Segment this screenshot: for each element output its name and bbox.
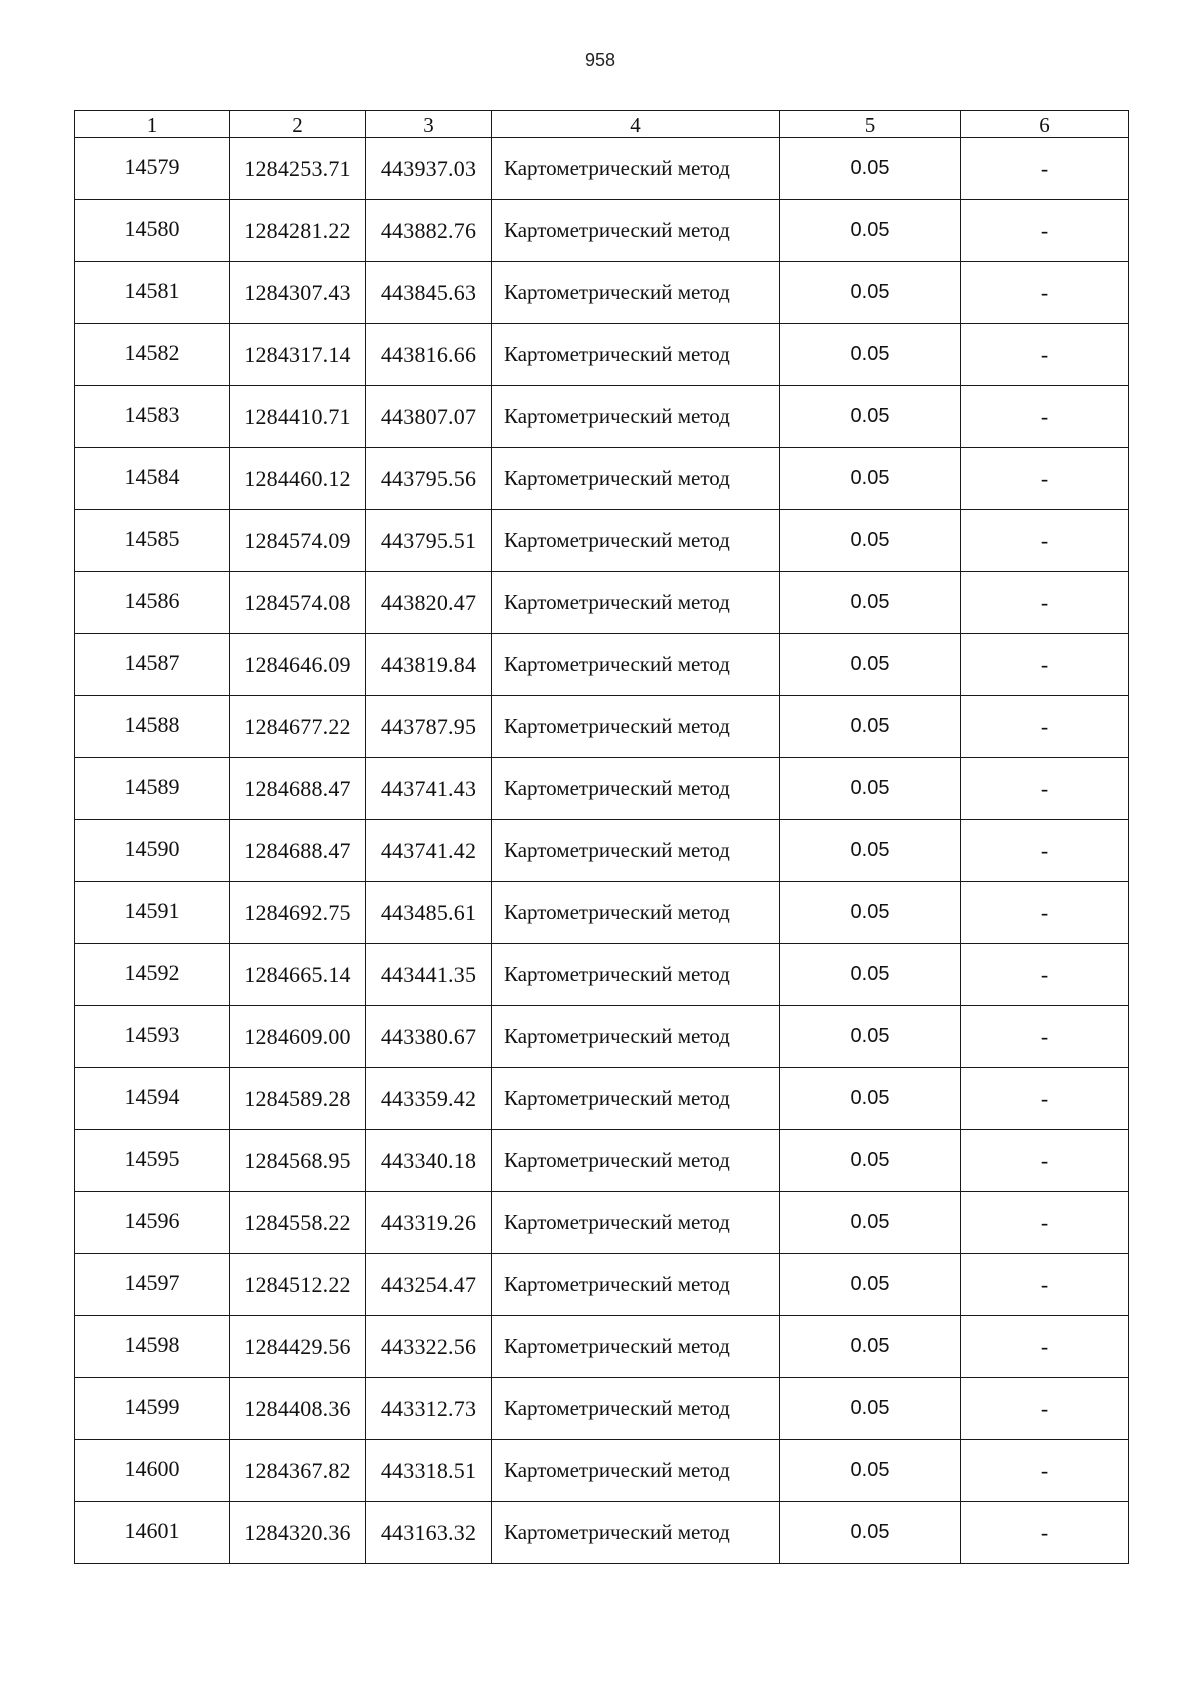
method: Картометрический метод — [492, 1378, 780, 1440]
column-header: 3 — [366, 111, 492, 138]
y-coordinate: 443807.07 — [366, 386, 492, 448]
y-coordinate: 443816.66 — [366, 324, 492, 386]
y-coordinate: 443795.51 — [366, 510, 492, 572]
method: Картометрический метод — [492, 386, 780, 448]
method: Картометрический метод — [492, 572, 780, 634]
header-row — [75, 111, 1129, 138]
column-header: 6 — [961, 111, 1129, 138]
y-coordinate: 443254.47 — [366, 1254, 492, 1316]
accuracy: 0.05 — [780, 262, 961, 324]
x-coordinate: 1284410.71 — [230, 386, 366, 448]
x-coordinate: 1284609.00 — [230, 1006, 366, 1068]
table-body — [75, 138, 1129, 1564]
accuracy: 0.05 — [780, 510, 961, 572]
note: - — [961, 1192, 1129, 1254]
table-row — [75, 1068, 1129, 1130]
x-coordinate: 1284320.36 — [230, 1502, 366, 1564]
note: - — [961, 448, 1129, 510]
point-number: 14599 — [75, 1378, 230, 1440]
point-number: 14592 — [75, 944, 230, 1006]
point-number: 14589 — [75, 758, 230, 820]
x-coordinate: 1284688.47 — [230, 820, 366, 882]
x-coordinate: 1284558.22 — [230, 1192, 366, 1254]
method: Картометрический метод — [492, 944, 780, 1006]
x-coordinate: 1284568.95 — [230, 1130, 366, 1192]
method: Картометрический метод — [492, 324, 780, 386]
table-row — [75, 634, 1129, 696]
table-row — [75, 138, 1129, 200]
point-number: 14580 — [75, 200, 230, 262]
note: - — [961, 758, 1129, 820]
accuracy: 0.05 — [780, 1192, 961, 1254]
x-coordinate: 1284317.14 — [230, 324, 366, 386]
x-coordinate: 1284408.36 — [230, 1378, 366, 1440]
point-number: 14601 — [75, 1502, 230, 1564]
accuracy: 0.05 — [780, 696, 961, 758]
y-coordinate: 443322.56 — [366, 1316, 492, 1378]
table-row — [75, 572, 1129, 634]
x-coordinate: 1284589.28 — [230, 1068, 366, 1130]
table-row — [75, 200, 1129, 262]
method: Картометрический метод — [492, 1254, 780, 1316]
column-header: 5 — [780, 111, 961, 138]
note: - — [961, 882, 1129, 944]
point-number: 14591 — [75, 882, 230, 944]
y-coordinate: 443319.26 — [366, 1192, 492, 1254]
x-coordinate: 1284512.22 — [230, 1254, 366, 1316]
accuracy: 0.05 — [780, 1006, 961, 1068]
y-coordinate: 443819.84 — [366, 634, 492, 696]
point-number: 14583 — [75, 386, 230, 448]
point-number: 14595 — [75, 1130, 230, 1192]
x-coordinate: 1284692.75 — [230, 882, 366, 944]
method: Картометрический метод — [492, 820, 780, 882]
x-coordinate: 1284677.22 — [230, 696, 366, 758]
table-row — [75, 1502, 1129, 1564]
y-coordinate: 443485.61 — [366, 882, 492, 944]
accuracy: 0.05 — [780, 1130, 961, 1192]
x-coordinate: 1284646.09 — [230, 634, 366, 696]
table-row — [75, 882, 1129, 944]
note: - — [961, 634, 1129, 696]
method: Картометрический метод — [492, 1192, 780, 1254]
point-number: 14585 — [75, 510, 230, 572]
y-coordinate: 443795.56 — [366, 448, 492, 510]
note: - — [961, 1130, 1129, 1192]
table-row — [75, 944, 1129, 1006]
note: - — [961, 200, 1129, 262]
accuracy: 0.05 — [780, 1502, 961, 1564]
point-number: 14582 — [75, 324, 230, 386]
method: Картометрический метод — [492, 138, 780, 200]
point-number: 14581 — [75, 262, 230, 324]
point-number: 14596 — [75, 1192, 230, 1254]
accuracy: 0.05 — [780, 1254, 961, 1316]
method: Картометрический метод — [492, 1130, 780, 1192]
coordinates-table — [74, 110, 1129, 1564]
table-row — [75, 1440, 1129, 1502]
table-row — [75, 1130, 1129, 1192]
method: Картометрический метод — [492, 448, 780, 510]
y-coordinate: 443937.03 — [366, 138, 492, 200]
note: - — [961, 510, 1129, 572]
y-coordinate: 443741.43 — [366, 758, 492, 820]
method: Картометрический метод — [492, 634, 780, 696]
method: Картометрический метод — [492, 262, 780, 324]
y-coordinate: 443163.32 — [366, 1502, 492, 1564]
x-coordinate: 1284460.12 — [230, 448, 366, 510]
note: - — [961, 944, 1129, 1006]
note: - — [961, 1316, 1129, 1378]
accuracy: 0.05 — [780, 1378, 961, 1440]
note: - — [961, 820, 1129, 882]
point-number: 14594 — [75, 1068, 230, 1130]
method: Картометрический метод — [492, 510, 780, 572]
x-coordinate: 1284665.14 — [230, 944, 366, 1006]
point-number: 14600 — [75, 1440, 230, 1502]
table-row — [75, 324, 1129, 386]
accuracy: 0.05 — [780, 324, 961, 386]
note: - — [961, 1254, 1129, 1316]
method: Картометрический метод — [492, 1502, 780, 1564]
accuracy: 0.05 — [780, 820, 961, 882]
note: - — [961, 1440, 1129, 1502]
y-coordinate: 443340.18 — [366, 1130, 492, 1192]
note: - — [961, 572, 1129, 634]
point-number: 14588 — [75, 696, 230, 758]
x-coordinate: 1284574.09 — [230, 510, 366, 572]
point-number: 14584 — [75, 448, 230, 510]
x-coordinate: 1284253.71 — [230, 138, 366, 200]
method: Картометрический метод — [492, 758, 780, 820]
note: - — [961, 386, 1129, 448]
x-coordinate: 1284574.08 — [230, 572, 366, 634]
table-row — [75, 1254, 1129, 1316]
y-coordinate: 443318.51 — [366, 1440, 492, 1502]
y-coordinate: 443380.67 — [366, 1006, 492, 1068]
note: - — [961, 1502, 1129, 1564]
y-coordinate: 443845.63 — [366, 262, 492, 324]
x-coordinate: 1284429.56 — [230, 1316, 366, 1378]
accuracy: 0.05 — [780, 572, 961, 634]
accuracy: 0.05 — [780, 1316, 961, 1378]
table-row — [75, 820, 1129, 882]
table-row — [75, 1316, 1129, 1378]
note: - — [961, 138, 1129, 200]
note: - — [961, 1378, 1129, 1440]
note: - — [961, 262, 1129, 324]
accuracy: 0.05 — [780, 386, 961, 448]
method: Картометрический метод — [492, 200, 780, 262]
y-coordinate: 443312.73 — [366, 1378, 492, 1440]
method: Картометрический метод — [492, 1006, 780, 1068]
accuracy: 0.05 — [780, 138, 961, 200]
point-number: 14590 — [75, 820, 230, 882]
x-coordinate: 1284367.82 — [230, 1440, 366, 1502]
accuracy: 0.05 — [780, 882, 961, 944]
x-coordinate: 1284307.43 — [230, 262, 366, 324]
point-number: 14593 — [75, 1006, 230, 1068]
table-row — [75, 1192, 1129, 1254]
method: Картометрический метод — [492, 1068, 780, 1130]
accuracy: 0.05 — [780, 634, 961, 696]
y-coordinate: 443820.47 — [366, 572, 492, 634]
note: - — [961, 324, 1129, 386]
table-row — [75, 510, 1129, 572]
method: Картометрический метод — [492, 696, 780, 758]
point-number: 14587 — [75, 634, 230, 696]
y-coordinate: 443359.42 — [366, 1068, 492, 1130]
y-coordinate: 443741.42 — [366, 820, 492, 882]
point-number: 14597 — [75, 1254, 230, 1316]
table-row — [75, 696, 1129, 758]
page-number: 958 — [584, 50, 616, 70]
y-coordinate: 443787.95 — [366, 696, 492, 758]
y-coordinate: 443441.35 — [366, 944, 492, 1006]
point-number: 14586 — [75, 572, 230, 634]
column-header: 4 — [492, 111, 780, 138]
column-header: 2 — [230, 111, 366, 138]
y-coordinate: 443882.76 — [366, 200, 492, 262]
table-row — [75, 262, 1129, 324]
table-row — [75, 448, 1129, 510]
method: Картометрический метод — [492, 1316, 780, 1378]
accuracy: 0.05 — [780, 944, 961, 1006]
accuracy: 0.05 — [780, 1440, 961, 1502]
table-row — [75, 1378, 1129, 1440]
x-coordinate: 1284688.47 — [230, 758, 366, 820]
note: - — [961, 1068, 1129, 1130]
point-number: 14579 — [75, 138, 230, 200]
x-coordinate: 1284281.22 — [230, 200, 366, 262]
method: Картометрический метод — [492, 1440, 780, 1502]
table-row — [75, 758, 1129, 820]
point-number: 14598 — [75, 1316, 230, 1378]
accuracy: 0.05 — [780, 448, 961, 510]
note: - — [961, 696, 1129, 758]
column-header: 1 — [75, 111, 230, 138]
accuracy: 0.05 — [780, 200, 961, 262]
table-row — [75, 386, 1129, 448]
table-row — [75, 1006, 1129, 1068]
accuracy: 0.05 — [780, 1068, 961, 1130]
method: Картометрический метод — [492, 882, 780, 944]
note: - — [961, 1006, 1129, 1068]
accuracy: 0.05 — [780, 758, 961, 820]
